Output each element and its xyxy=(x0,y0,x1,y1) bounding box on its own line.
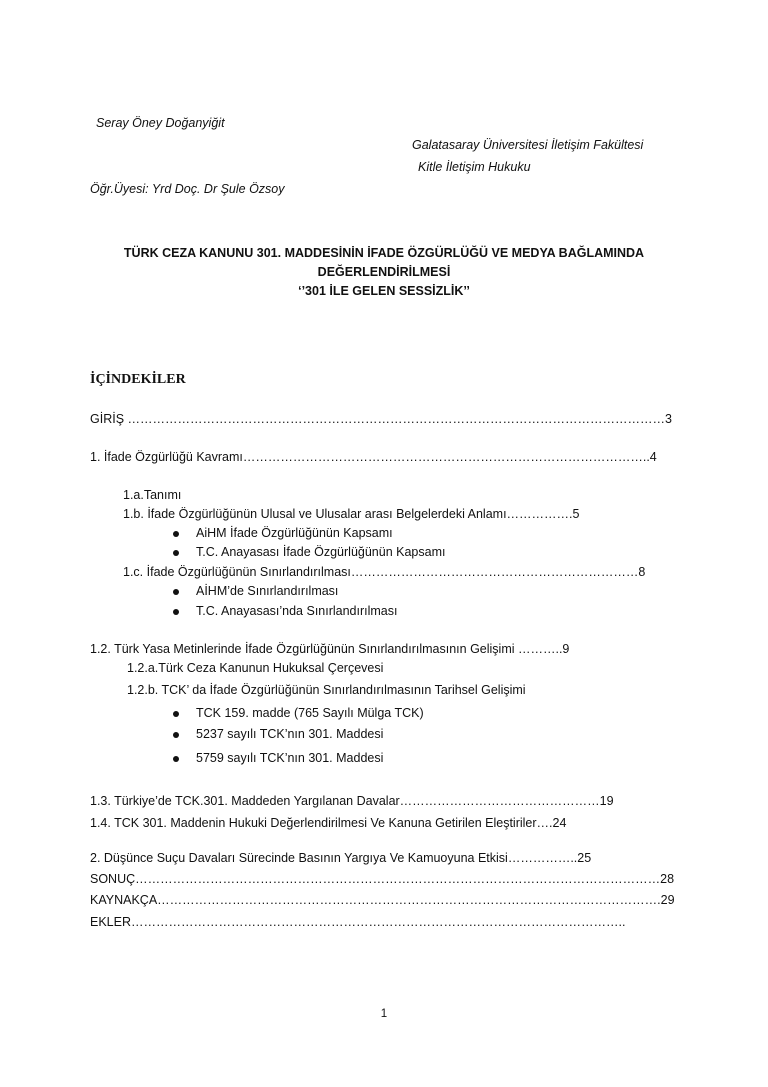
toc-entry: 1.2.a.Türk Ceza Kanunun Hukuksal Çerçevesi xyxy=(127,661,384,675)
toc-entry: AİHM’de Sınırlandırılması xyxy=(196,584,339,598)
toc-entry: AiHM İfade Özgürlüğünün Kapsamı xyxy=(196,526,393,540)
bullet-icon xyxy=(173,550,179,556)
toc-entry: TCK 159. madde (765 Sayılı Mülga TCK) xyxy=(196,706,424,720)
bullet-icon xyxy=(173,711,179,717)
toc-entry: 1. İfade Özgürlüğü Kavramı……………………………………………………………………………………..4 xyxy=(90,450,657,464)
toc-entry: GİRİŞ …………………………………………………………………………………………………………………3 xyxy=(90,412,672,426)
document-subtitle: ‘’301 İLE GELEN SESSİZLİK’’ xyxy=(298,284,470,298)
bullet-icon xyxy=(173,756,179,762)
page-number: 1 xyxy=(380,1008,388,1020)
bullet-icon xyxy=(173,609,179,615)
toc-heading: İÇİNDEKİLER xyxy=(90,372,186,387)
toc-entry: T.C. Anayasası İfade Özgürlüğünün Kapsamı xyxy=(196,545,446,559)
toc-entry: KAYNAKÇA………………………………………………………………………………………………………….29 xyxy=(90,893,675,907)
toc-entry: 2. Düşünce Suçu Davaları Sürecinde Basının Yargıya Ve Kamuoyuna Etkisi……………..25 xyxy=(90,851,592,865)
toc-entry: 1.2.b. TCK’ da İfade Özgürlüğünün Sınırlandırılmasının Tarihsel Gelişimi xyxy=(127,683,526,697)
faculty-name: Galatasaray Üniversitesi İletişim Fakültesi xyxy=(412,138,644,152)
toc-entry: 1.c. İfade Özgürlüğünün Sınırlandırılması……………………………………………………………8 xyxy=(123,565,646,579)
toc-entry: 1.a.Tanımı xyxy=(123,488,182,502)
toc-entry: 1.2. Türk Yasa Metinlerinde İfade Özgürlüğünün Sınırlandırılmasının Gelişimi ………..9 xyxy=(90,642,570,656)
department-name: Kitle İletişim Hukuku xyxy=(418,160,531,174)
toc-entry: EKLER……………………………………………………………………………………………………….. xyxy=(90,915,626,929)
document-title-line1: TÜRK CEZA KANUNU 301. MADDESİNİN İFADE ÖZGÜRLÜĞÜ VE MEDYA BAĞLAMINDA xyxy=(123,246,645,260)
toc-entry: 5237 sayılı TCK’nın 301. Maddesi xyxy=(196,727,384,741)
bullet-icon xyxy=(173,732,179,738)
toc-entry: T.C. Anayasası’nda Sınırlandırılması xyxy=(196,604,398,618)
bullet-icon xyxy=(173,531,179,537)
document-title-line2: DEĞERLENDİRİLMESİ xyxy=(317,265,451,279)
advisor-name: Öğr.Üyesi: Yrd Doç. Dr Şule Özsoy xyxy=(90,182,285,196)
toc-entry: SONUÇ………………………………………………………………………………………………………………28 xyxy=(90,872,675,886)
toc-entry: 1.3. Türkiye’de TCK.301. Maddeden Yargılanan Davalar…………………………………………19 xyxy=(90,794,614,808)
bullet-icon xyxy=(173,589,179,595)
toc-entry: 1.b. İfade Özgürlüğünün Ulusal ve Ulusalar arası Belgelerdeki Anlamı…………….5 xyxy=(123,507,580,521)
toc-entry: 5759 sayılı TCK’nın 301. Maddesi xyxy=(196,751,384,765)
author-name: Seray Öney Doğanyiğit xyxy=(96,116,225,130)
toc-entry: 1.4. TCK 301. Maddenin Hukuki Değerlendirilmesi Ve Kanuna Getirilen Eleştiriler….24 xyxy=(90,816,567,830)
